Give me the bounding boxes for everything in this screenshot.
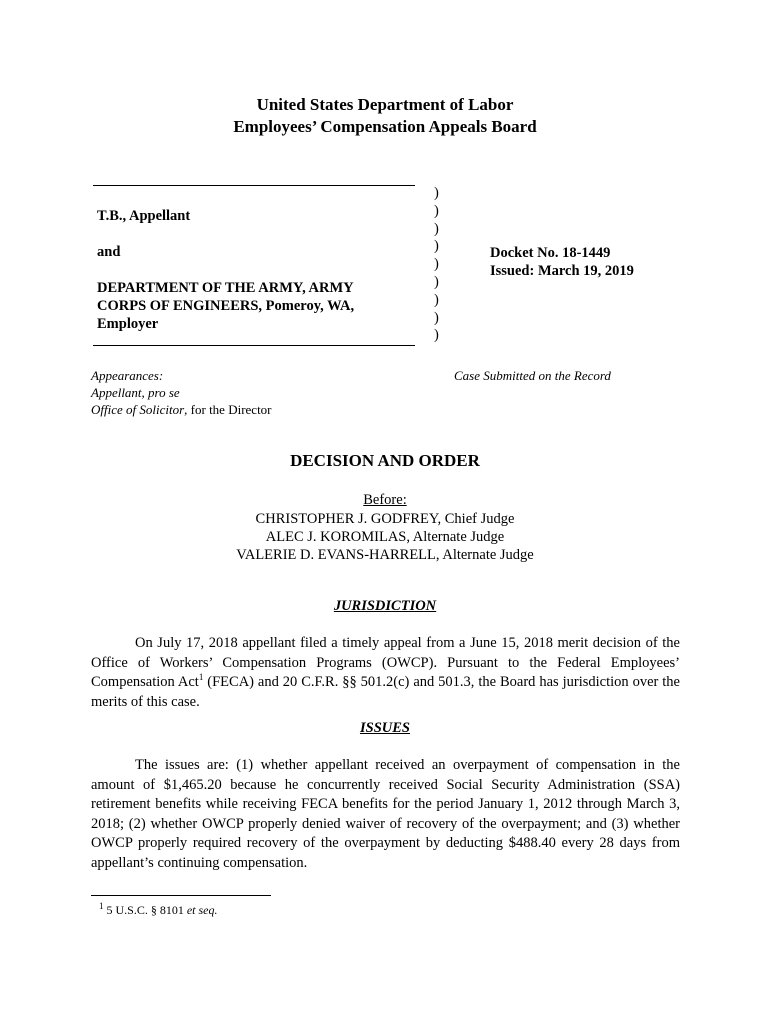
judge-2: ALEC J. KOROMILAS, Alternate Judge xyxy=(265,529,505,545)
appearances-label: Appearances: xyxy=(91,368,164,383)
case-submitted: Case Submitted on the Record xyxy=(454,368,611,383)
issues-heading: ISSUES xyxy=(360,720,410,736)
decision-title: DECISION AND ORDER xyxy=(290,451,480,470)
paren: ) xyxy=(434,256,439,273)
board-title: Employees’ Compensation Appeals Board xyxy=(233,117,537,136)
paren: ) xyxy=(434,238,439,255)
paren: ) xyxy=(434,291,439,308)
issued-date: Issued: March 19, 2019 xyxy=(490,263,634,279)
jurisdiction-paragraph: On July 17, 2018 appellant filed a timely appeal from a June 15, 2018 merit decision of the Office of Workers’ Compensation Programs (OWCP). Pursuant to the Federal Employees’ Compensation Act$^1$ (FECA) and 20 C.F.R. §§ 501.2(c) and 501.3, the Board has jurisdiction over the merits of this case. xyxy=(91,635,680,710)
paren: ) xyxy=(434,327,439,344)
judge-3: VALERIE D. EVANS-HARRELL, Alternate Judge xyxy=(236,547,534,563)
judge-1: CHRISTOPHER J. GODFREY, Chief Judge xyxy=(255,511,515,527)
employer-line-3: Employer xyxy=(97,316,159,332)
caption-parentheses xyxy=(434,185,439,345)
footnote: $^1$ 5 U.S.C. § 8101 et seq. xyxy=(99,901,218,917)
paren: ) xyxy=(434,273,439,290)
footnote-ref: 1 xyxy=(198,672,204,683)
caption-and: and xyxy=(97,244,121,260)
employer-line-1: DEPARTMENT OF THE ARMY, ARMY xyxy=(97,280,354,296)
appearances-solicitor: Office of Solicitor, for the Director xyxy=(91,402,272,417)
appearances-appellant: Appellant, pro se xyxy=(91,385,180,400)
employer-line-2: CORPS OF ENGINEERS, Pomeroy, WA, xyxy=(97,298,355,314)
footnote-rule xyxy=(91,895,271,896)
appellant-name: T.B., Appellant xyxy=(97,208,191,224)
issues-paragraph: The issues are: (1) whether appellant received an overpayment of compensation in the amount of $1,465.20 because he concurrently received Social Security Administration (SSA) retirement benefits while receiving FECA benefits for the period January 1, 2012 through March 3, 2018; (2) whether OWCP properly denied waiver of recovery of the overpayment; and (3) whether OWCP properly required recovery of the overpayment by deducting $488.40 every 28 days from appellant’s continuing compensation. xyxy=(91,757,680,871)
before-label: Before: xyxy=(363,492,407,508)
paren: ) xyxy=(434,185,439,201)
docket-number: Docket No. 18-1449 xyxy=(490,245,611,261)
caption-bottom-rule xyxy=(93,345,415,346)
jurisdiction-heading: JURISDICTION xyxy=(333,598,437,614)
paren: ) xyxy=(434,202,439,219)
paren: ) xyxy=(434,220,439,237)
paren: ) xyxy=(434,309,439,326)
caption-top-rule xyxy=(93,185,415,186)
agency-title: United States Department of Labor xyxy=(256,95,514,114)
